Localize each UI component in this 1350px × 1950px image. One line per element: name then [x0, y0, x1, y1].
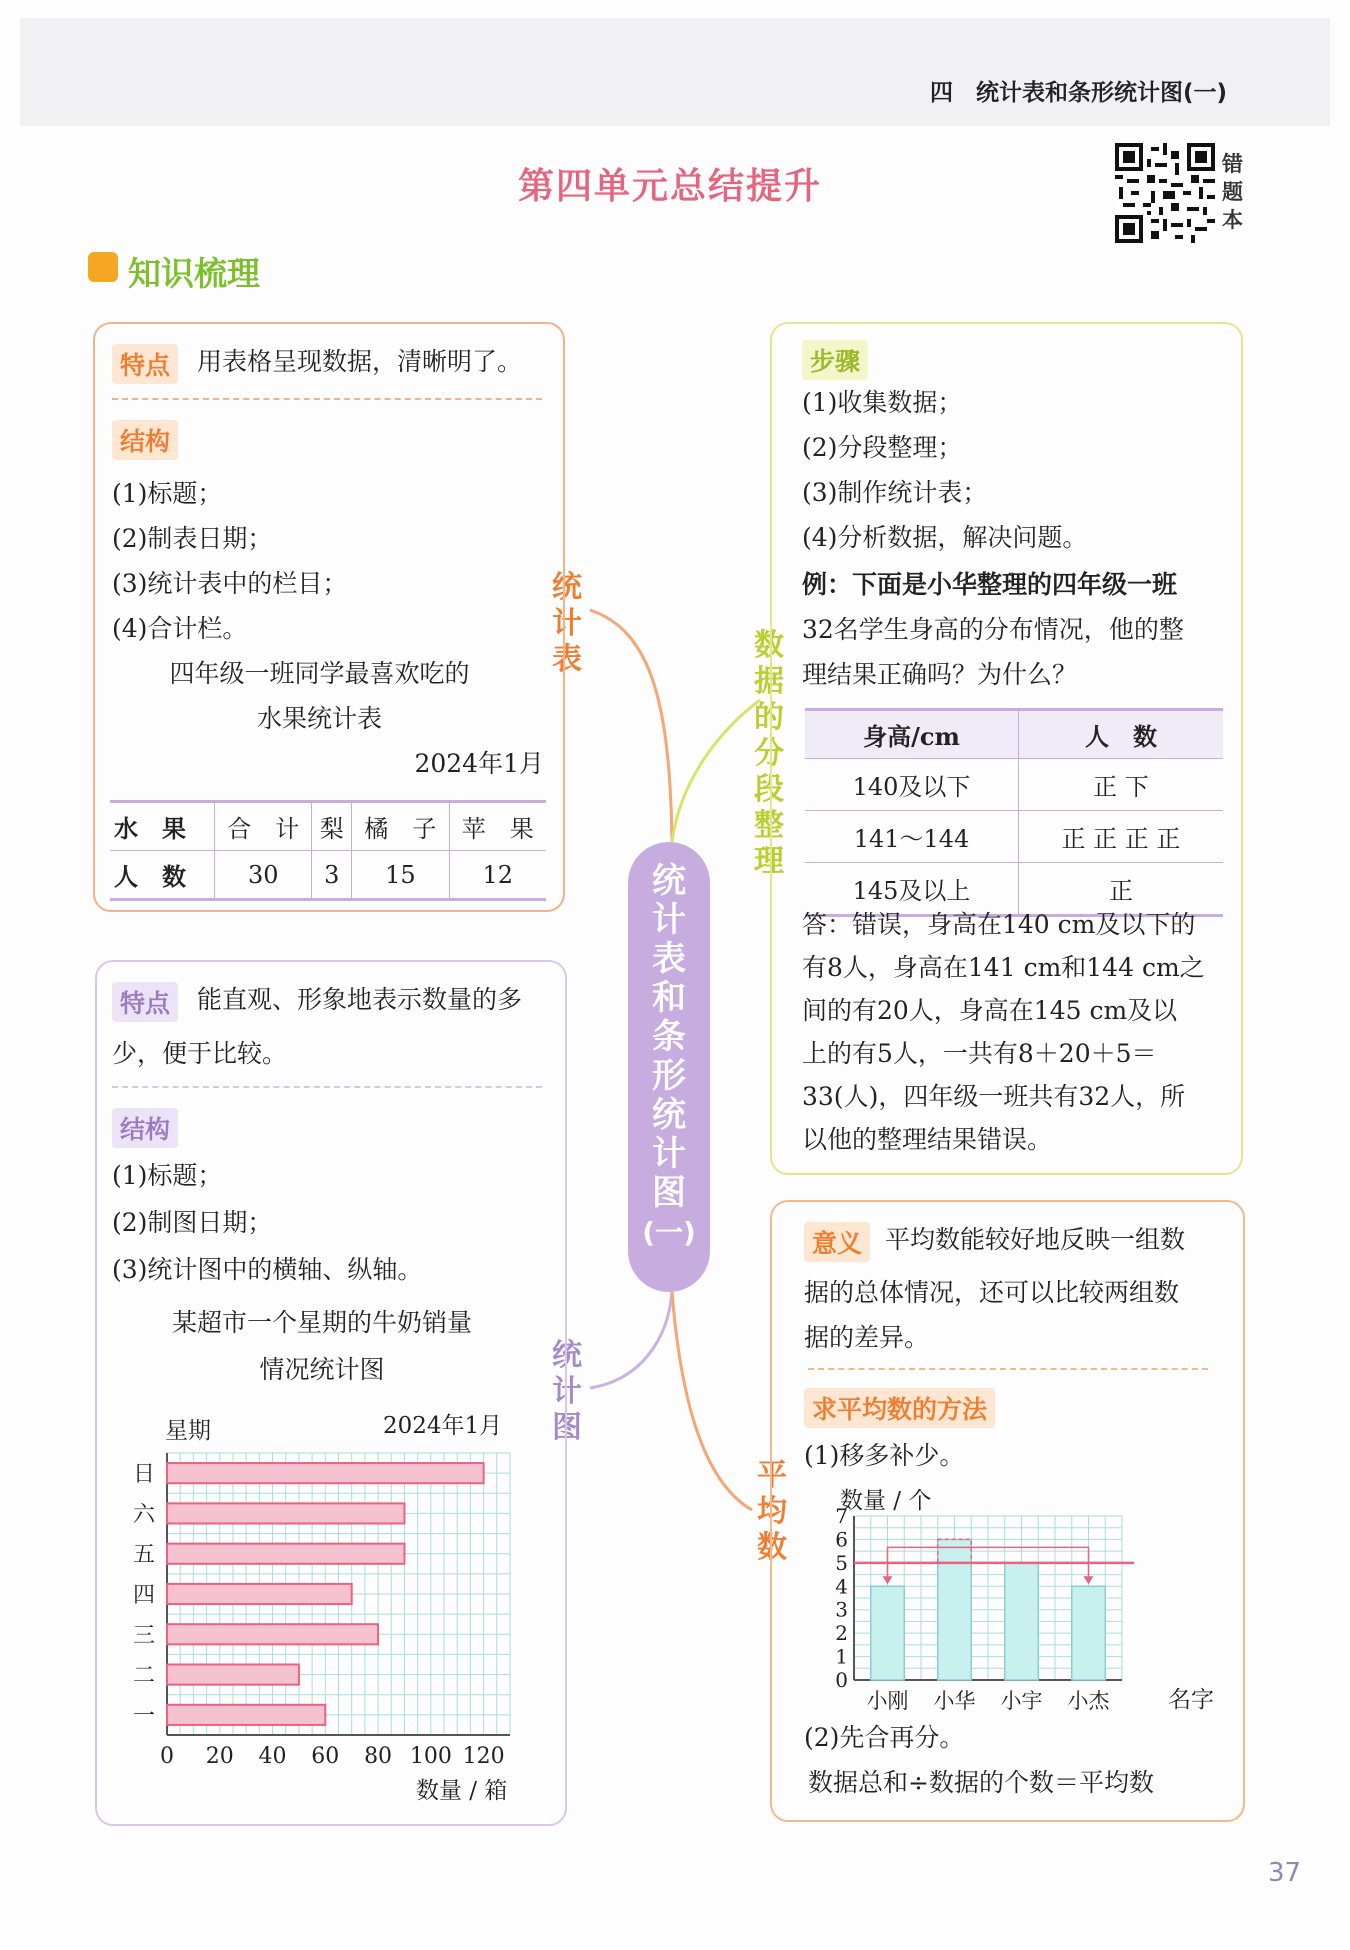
average-bar-chart	[822, 1508, 1202, 1713]
average-meaning-text: 据的总体情况，还可以比较两组数	[804, 1278, 1180, 1307]
tick-label: 3	[835, 1597, 848, 1622]
table-cell: 141～144	[805, 811, 1019, 863]
table-cell: 3	[312, 851, 352, 900]
bar	[1005, 1563, 1039, 1680]
bar	[167, 1624, 378, 1644]
page-number: 37	[1268, 1858, 1302, 1888]
chart-feature-tag: 特点	[112, 982, 178, 1022]
table-structure-tag: 结构	[112, 420, 178, 460]
table-cell: 橘 子	[352, 802, 449, 851]
example-text: 例：下面是小华整理的四年级一班	[802, 570, 1178, 599]
center-char: 计	[652, 900, 686, 940]
tick-label: 100	[409, 1744, 452, 1769]
tick-label: 0	[835, 1668, 848, 1692]
answer-text: 上的有5人，一共有8＋20＋5＝	[802, 1039, 1157, 1068]
tick-label: 小刚	[866, 1689, 909, 1713]
center-topic	[628, 862, 710, 1252]
bar	[167, 1705, 325, 1725]
average-chart-x-label: 名字	[1168, 1687, 1214, 1713]
average-method-tag: 求平均数的方法	[804, 1388, 995, 1428]
chapter-header: 四 统计表和条形统计图(一)	[930, 80, 1228, 106]
table-cell: 145及以上	[805, 863, 1019, 916]
table-cell: 正	[1109, 877, 1133, 905]
table-feature-text: 用表格呈现数据，清晰明了。	[197, 347, 523, 376]
example-chart-title: 某超市一个星期的牛奶销量	[171, 1308, 472, 1337]
answer-text: 33(人)，四年级一班共有32人，所	[802, 1082, 1186, 1111]
table-cell: 30	[215, 851, 312, 900]
tick-label: 5	[835, 1550, 848, 1575]
center-char: 形	[652, 1056, 686, 1096]
tick-label: 4	[835, 1574, 848, 1599]
grouping-step-tag: 步骤	[802, 340, 868, 380]
table-header: 身高/cm	[805, 710, 1019, 759]
center-char: 统	[652, 861, 686, 901]
tick-label: 三	[132, 1623, 155, 1649]
tick-label: 40	[258, 1744, 287, 1769]
branch-char: 计	[552, 1374, 582, 1409]
tick-label: 六	[132, 1502, 155, 1528]
tick-label: 五	[132, 1542, 155, 1568]
tick-label: 一	[132, 1703, 155, 1729]
chart-x-axis-label: 数量 / 箱	[416, 1778, 508, 1804]
tick-label: 四	[132, 1583, 155, 1608]
table-structure-item: (1)标题；	[112, 479, 223, 508]
average-chart-y-label: 数量 / 个	[840, 1488, 932, 1514]
chart-structure-item: (1)标题；	[112, 1161, 223, 1190]
branch-char: 统	[552, 1338, 582, 1373]
table-cell: 合 计	[215, 802, 312, 851]
center-char: 图	[652, 1173, 686, 1213]
branch-char: 整	[754, 808, 784, 843]
answer-text: 答：错误，身高在140 cm及以下的	[802, 910, 1196, 939]
tick-label: 小华	[933, 1689, 976, 1713]
table-structure-item: (4)合计栏。	[112, 614, 248, 643]
bar	[167, 1463, 484, 1483]
average-meaning-text: 据的差异。	[804, 1323, 930, 1352]
tick-label: 6	[835, 1527, 848, 1552]
tick-label: 1	[835, 1644, 848, 1669]
tick-label: 日	[132, 1462, 155, 1488]
tick-label: 小宇	[1000, 1689, 1043, 1713]
example-text: 32名学生身高的分布情况，他的整	[802, 615, 1184, 644]
answer-text: 间的有20人，身高在145 cm及以	[802, 996, 1178, 1025]
table-cell: 正 正 正 正	[1019, 811, 1224, 863]
arrow-head	[883, 1576, 893, 1584]
center-char: 统	[652, 1095, 686, 1135]
bar	[167, 1584, 352, 1604]
center-char: (一)	[642, 1216, 696, 1249]
divider	[112, 398, 542, 400]
branch-char: 均	[757, 1494, 787, 1529]
divider	[808, 1368, 1208, 1370]
tick-label: 二	[132, 1663, 155, 1689]
example-text: 理结果正确吗？为什么？	[802, 660, 1078, 689]
chart-structure-item: (2)制图日期；	[112, 1208, 273, 1237]
branch-char: 统	[552, 570, 582, 605]
branch-char: 理	[754, 844, 784, 879]
example-table-title: 水果统计表	[256, 704, 382, 733]
answer-text: 有8人，身高在141 cm和144 cm之	[802, 953, 1205, 982]
branch-char: 图	[552, 1410, 582, 1445]
tick-label: 小杰	[1067, 1689, 1110, 1713]
bar	[167, 1544, 404, 1564]
tick-label: 2	[835, 1621, 848, 1646]
arrow-head	[1084, 1576, 1094, 1584]
branch-char: 表	[552, 642, 582, 677]
table-cell: 梨	[312, 802, 352, 851]
table-cell: 12	[482, 860, 514, 889]
page-title: 第四单元总结提升	[517, 166, 822, 207]
bar	[938, 1539, 972, 1680]
table-structure-item: (3)统计表中的栏目；	[112, 569, 348, 598]
answer-text: 以他的整理结果错误。	[802, 1125, 1053, 1154]
tick-label: 120	[462, 1744, 505, 1769]
branch-char: 平	[757, 1458, 787, 1493]
chart-date: 2024年1月	[383, 1413, 503, 1439]
chart-structure-tag: 结构	[112, 1108, 178, 1148]
tick-label: 80	[364, 1744, 393, 1769]
branch-char: 数	[754, 628, 784, 663]
branch-char: 数	[757, 1530, 787, 1565]
grouping-step: (3)制作统计表；	[802, 478, 988, 507]
branch-char: 据	[754, 664, 784, 699]
table-header: 人 数	[1019, 710, 1224, 759]
qr-label-char: 题	[1222, 180, 1243, 204]
table-cell: 140及以下	[805, 759, 1019, 811]
table-structure-item: (2)制表日期；	[112, 524, 273, 553]
grouping-step: (2)分段整理；	[802, 433, 963, 462]
branch-char: 分	[754, 736, 784, 771]
divider	[112, 1086, 542, 1088]
example-table-date: 2024年1月	[414, 749, 544, 778]
section-title: 知识梳理	[128, 254, 260, 293]
chart-feature-text: 能直观、形象地表示数量的多	[197, 985, 523, 1014]
tick-label: 7	[835, 1508, 848, 1528]
bar	[167, 1503, 404, 1523]
example-chart-title: 情况统计图	[259, 1355, 385, 1384]
branch-char: 计	[552, 606, 582, 641]
table-cell: 苹 果	[449, 802, 546, 851]
fruit-table	[110, 800, 546, 901]
example-table-title: 四年级一班同学最喜欢吃的	[169, 659, 470, 688]
center-char: 表	[652, 939, 686, 979]
average-method-1: (1)移多补少。	[804, 1441, 965, 1470]
bar	[1072, 1586, 1106, 1680]
table-feature-tag: 特点	[112, 344, 178, 384]
center-char: 计	[652, 1134, 686, 1174]
average-method-2: (2)先合再分。	[804, 1723, 965, 1752]
chart-y-axis-label: 星期	[165, 1418, 211, 1444]
bar	[871, 1586, 905, 1680]
qr-label-char: 本	[1222, 208, 1243, 232]
table-cell: 水 果	[110, 802, 215, 851]
tick-label: 0	[160, 1744, 174, 1769]
table-cell: 正 下	[1019, 759, 1224, 811]
chart-feature-text: 少，便于比较。	[112, 1039, 288, 1068]
height-table	[805, 708, 1223, 917]
branch-char: 段	[754, 772, 784, 807]
tick-label: 60	[311, 1744, 340, 1769]
milk-bar-chart	[125, 1445, 525, 1775]
center-char: 和	[652, 978, 686, 1018]
average-formula: 数据总和÷数据的个数＝平均数	[808, 1768, 1154, 1797]
center-char: 条	[652, 1017, 686, 1057]
table-cell: 人 数	[110, 851, 215, 900]
grouping-step: (4)分析数据，解决问题。	[802, 523, 1088, 552]
average-meaning-tag: 意义	[804, 1222, 870, 1262]
grouping-step: (1)收集数据；	[802, 388, 963, 417]
bar	[167, 1665, 299, 1685]
average-meaning-text: 平均数能较好地反映一组数	[885, 1225, 1186, 1254]
tick-label: 20	[205, 1744, 234, 1769]
table-cell: 15	[352, 851, 449, 900]
chart-structure-item: (3)统计图中的横轴、纵轴。	[112, 1255, 423, 1284]
qr-label-char: 错	[1222, 152, 1243, 176]
branch-char: 的	[754, 700, 784, 735]
